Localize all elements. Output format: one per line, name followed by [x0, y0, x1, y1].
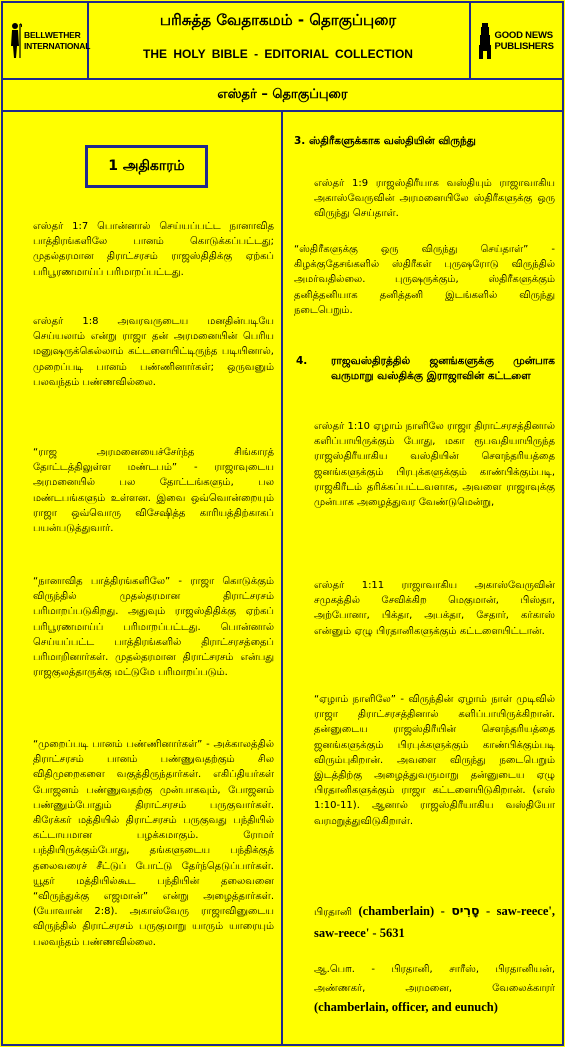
- paragraph: எஸ்தர் 1:9 ராஜஸ்திரீயாக வஸ்தியும் ராஜாவாகிய அகாஸ்வேருவின் அரமனையிலே ஸ்திரீகளுக்கு ஒரு விருந்து செய்தாள்.: [314, 178, 555, 220]
- paragraph: “ஸ்திரீகளுக்கு ஒரு விருந்து செய்தாள்” - கிழக்குதேசங்களில் ஸ்திரீகள் புருஷரோடு விருந்தில் அமர்வதில்லை. புருஷருக்கும், ஸ்திரீகளுக்கும் தனித்தனியாக தனித்தனி இடங்களில் விருந்து நடைபெறும்.: [294, 244, 555, 316]
- lexicon-dash: -: [440, 904, 445, 918]
- left-logo-text: BELLWETHER INTERNATIONAL: [24, 29, 91, 51]
- paragraph: “ஏழாம் நாளிலே” - விருந்தின் ஏழாம் நாள் முடிவில் ராஜா திராட்சரசத்தினால் களிப்பாயிருக்கிறான். தன்னுடைய ராஜஸ்திரீயின் சௌந்தரியத்தை ஜனங்களுக்கும் பிரபுக்களுக்கும் காண்பிக்கும்படி விரும்புகிறான். அவளை விருந்து நடைபெறும் இடத்திற்கு அழைத்துவருமாறு தன்னுடைய ஏழு பிரதானிகளுக்கும் ராஜா கட்டளையிடுகிறான். (எஸ் 1:10-11). ஆனால் ராஜஸ்திரீயாகிய வஸ்தியோ வரமறுத்துவிடுகிறாள்.: [314, 694, 555, 827]
- right-logo-text: GOOD NEWS PUBLISHERS: [494, 29, 554, 52]
- good-news-logo: [477, 21, 559, 61]
- lexicon-definition-tamil: ஆ.பெ௱. - பிரதானி, சாரீஸ், பிரதானியன், அண்ணகர், அரமனை, வேலைக்காரர்: [314, 964, 555, 994]
- lexicon-english: (chamberlain): [358, 904, 435, 918]
- page-title-english: THE HOLY BIBLE - EDITORIAL COLLECTION: [143, 47, 413, 61]
- lexicon-definition-english: (chamberlain, officer, and eunuch): [314, 1000, 498, 1014]
- page-frame: [1, 1, 564, 1046]
- section-number: 4.: [296, 355, 308, 367]
- paragraph: “ராஜ அரமனையைச்சேர்ந்த சிங்காரத் தோட்டத்திலுள்ள மண்டபம்” - ராஜாவுடைய அரமனையில் பல தோட்டங்களும், பல மண்டபங்களும் உள்ளன. இவை ஒவ்வொன்றையும் ராஜா ஒவ்வொரு விசேஷித்த காரியத்திற்காகப் பயன்படுத்துவார்.: [33, 447, 274, 535]
- shepherd-icon: [8, 22, 22, 60]
- tower-icon: [477, 21, 493, 61]
- header: [3, 3, 562, 80]
- page-title-tamil: பரிசுத்த வேதாகமம் - தொகுப்புரை: [159, 11, 397, 29]
- right-logo-box: [469, 3, 564, 78]
- section-heading: ராஜவஸ்திரத்தில் ஜனங்களுக்கு முன்பாக வருமாறு வஸ்திக்கு இராஜாவின் கட்டளை: [331, 355, 555, 382]
- section-heading: 3. ஸ்திரீகளுக்காக வஸ்தியின் விருந்து: [294, 135, 476, 147]
- title-block: [89, 3, 467, 78]
- lexicon-definition: [314, 960, 555, 1018]
- bellwether-logo: [8, 22, 91, 60]
- right-column: [284, 112, 562, 1044]
- lexicon-hebrew: סָרִיס: [451, 903, 480, 918]
- paragraph: “நானாவித பாத்திரங்களிலே” - ராஜா கொடுக்கும் விருந்தில் முதல்தரமான திராட்சரசம் பரிமாறப்படுகிறது. அதுவும் ராஜஸ்திதிக்கு ஏற்கப் பரிபூரணமாய்ப் பரிமாறப்பட்டது. பொன்னால் செய்யப்பட்ட பாத்திரங்களில் திராட்சரசத்தைப் பரிமாறினார்கள். முதல்தரமான திராட்சரசம் என்பது ராஜகுலத்தாருக்கு மட்டுமே பரிமாறப்படும்.: [33, 576, 274, 679]
- paragraph: எஸ்தர் 1:10 ஏழாம் நாளிலே ராஜா திராட்சரசத்தினால் களிப்பாயிருக்கும் போது, மகா ரூபவதியாயிருந்த ராஜஸ்திரீயாகிய வஸ்தியின் சௌந்தரியத்தை ஜனங்களுக்கும் பிரபுக்களுக்கும் காண்பிக்கும்படி, ராஜகிரீடம் தரிக்கப்பட்டவளாக, அவளை ராஜாவுக்கு முன்பாக அழைத்துவர வேண்டுமென்று,: [314, 421, 555, 509]
- lexicon-transliteration: - saw-reece', saw-reece' - 5631: [314, 904, 555, 940]
- left-column: [3, 112, 283, 1044]
- lexicon-entry: [314, 901, 555, 945]
- paragraph: எஸ்தர் 1:8 அவரவருடைய மனதின்படியே செய்யலாம் என்று ராஜா தன் அரமனையின் பெரிய மனுஷருக்கெல்லாம் கட்டளையிட்டிருந்த படியினால், முறைப்படி பானம் பண்ணினார்கள்; ஒருவனும் பலவந்தம் பண்ணவில்லை.: [33, 316, 274, 388]
- paragraph: “முறைப்படி பானம் பண்ணினார்கள்” - அக்காலத்தில் திராட்சரசம் பானம் பண்ணுவதற்கும் சில விதிமுறைகளை வகுத்திருந்தார்கள். எகிப்தியர்கள் போஜனம் பண்ணுவதற்கு முன்பாகவும், போஜனம் பண்ணும்போதும் திராட்சரசம் பருகுவார்கள். கிரேக்கர் மத்தியில் திராட்சரசம் பருகுவது பந்தியில் கட்டாயமான பழக்கமாகும். ரோமர் பந்தியிருக்கும்போது, தங்களுடைய பந்திக்குத் தலைவரைச் சீட்டுப் போட்டு தேர்ந்தெடுப்பார்கள். யூதர் மத்தியில்கூட பந்தியின் தலைவனை “விருந்துக்கு எஜமான்” என்று அழைத்தார்கள். (யோவான் 2:8). அகாஸ்வேரு ராஜாவினுடைய விருந்தில் திராட்சரசம் பருகுமாறு யாரும் யாரையும் பலவந்தம் பண்ணவில்லை.: [33, 739, 274, 948]
- section-title: எஸ்தர் – தொகுப்புரை: [3, 80, 562, 112]
- paragraph: எஸ்தர் 1:7 பொன்னால் செய்யப்பட்ட நானாவித பாத்திரங்களிலே பானம் கொடுக்கப்பட்டது; முதல்தரமான திராட்சரசம் ராஜஸ்திதிக்கு ஏற்கப் பரிபூரணமாய்ப் பரிமாறப்பட்டது.: [33, 221, 274, 278]
- left-logo-box: [3, 3, 89, 78]
- paragraph: எஸ்தர் 1:11 ராஜாவாகிய அகாஸ்வேருவின் சமுகத்தில் சேவிக்கிற மெகுமான், பிஸ்தா, அற்போனா, பிக்தா, அபக்தா, சேதார், கர்காஸ் என்னும் ஏழு பிரதானிகளுக்கும் கட்டளையிட்டான்.: [314, 580, 555, 637]
- chapter-label: 1 அதிகாரம்: [85, 145, 208, 188]
- lexicon-word: பிரதானி: [314, 907, 352, 918]
